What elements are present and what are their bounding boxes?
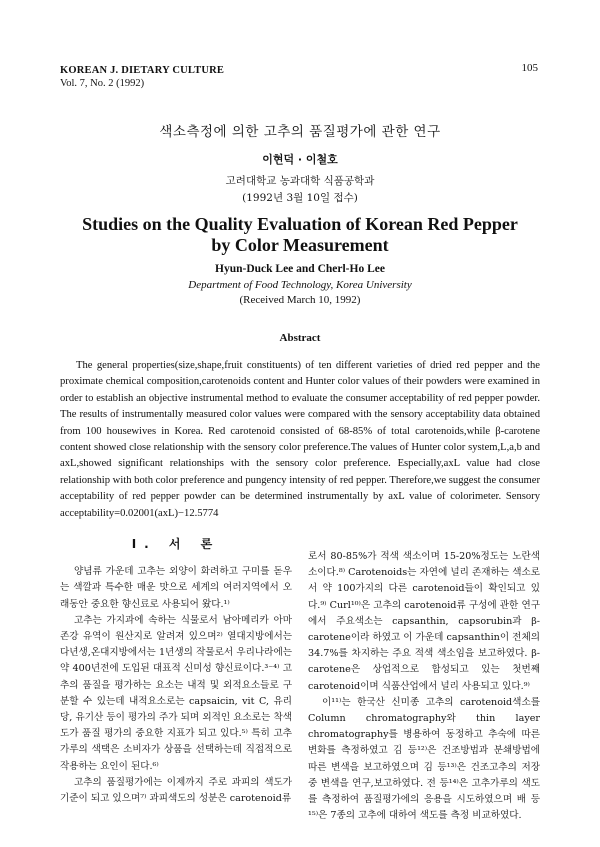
korean-affiliation: 고려대학교 농과대학 식품공학과 <box>225 175 375 187</box>
english-title-line2: by Color Measurement <box>211 235 389 255</box>
journal-name: KOREAN J. DIETARY CULTURE <box>60 65 225 76</box>
body-paragraph: 고추의 품질평가에는 이제까지 주로 과피의 색도가 기준이 되고 있으며⁷⁾ 과피색도의 성분은 carotenoid류 <box>60 776 292 805</box>
body-paragraph: 로서 80-85%가 적색 색소이며 15-20%정도는 노란색소이다.⁸⁾ Carotenoids는 자연에 널리 존재하는 색소로서 약 100가지의 다른 carotenoid들이 확인되고 있다.⁹⁾ Curl¹⁰⁾은 고추의 carotenoid류 구성에 관한 연구에서 주요색소는 capsanthin, capsorubin과 β-carotene이라 하였고 이 가운데 capsanthin이 전체의 34.7%를 차지하는 주요 적색 색소임을 보고하였다. β-carotene은 상업적으로 합성되고 있는 첫번째 carotenoid이며 식품산업에서 널리 사용되고 있다.⁹⁾ <box>308 551 540 692</box>
english-title-line1: Studies on the Quality Evaluation of Korean Red Pepper <box>82 214 518 234</box>
english-affiliation: Department of Food Technology, Korea University <box>188 279 412 291</box>
body-paragraph: 양념류 가운데 고추는 외양이 화려하고 구미를 돋우는 색깔과 특수한 매운 맛으로 세계의 여러지역에서 오래동안 중요한 향신료로 사용되어 왔다.¹⁾ <box>60 566 292 610</box>
english-authors: Hyun-Duck Lee and Cherl-Ho Lee <box>215 263 385 275</box>
english-received-date: (Received March 10, 1992) <box>239 294 361 306</box>
abstract-body <box>60 358 540 522</box>
korean-authors: 이현덕 · 이철호 <box>262 153 338 166</box>
korean-received-date: (1992년 3월 10일 접수) <box>242 192 358 204</box>
body-paragraph: 이¹¹⁾는 한국산 신미종 고추의 carotenoid색소를 Column chromatography와 thin layer chromatography를 병용하여 동정하고 추숙에 따른 변화를 측정하였고 김 등¹²⁾은 건조방법과 분쇄방법에 따른 변색을 보고하였으며 김 등¹³⁾은 건조고추의 저장중 변색을 연구,보고하였다. 전 등¹⁴⁾은 고추가루의 색도를 측정하여 품질평가에의 응용을 시도하였으며 배 등¹⁵⁾은 7종의 고추에 대하여 색도를 측정 비교하였다. <box>308 696 540 822</box>
journal-header <box>60 64 224 90</box>
abstract-heading: Abstract <box>279 332 321 344</box>
journal-volume: Vol. 7, No. 2 (1992) <box>60 78 145 89</box>
abstract-text: The general properties(size,shape,fruit constituents) of ten different varieties of dried red pepper and the proximate chemical composition,carotenoids content and Hunter color values of their powders were examined in order to establish an objective instrumental method to evaluate the consumer acceptability of red pepper powder. The results of instrumentally measured color values were compared with the sensory acceptability data obtained from 100 housewives in Korea. Red carotenoid consisted of 68-85% of total carotenoids,while β-carotene content showed close relationship with the sensory color preference.The values of Hunter color system,L,a,b and axL,showed significant relationships with the sensory color preference. Especially,axL value had close relationship with both color preference and pungency intensity of red pepper. Therefore,we suggest the consumer acceptability of red pepper powder can be determined instrumentally by axL value of colorimeter. Sensory acceptability=0.02001(axL)−12.5774 <box>60 360 540 519</box>
english-title <box>0 214 600 256</box>
body-paragraph: 고추는 가지과에 속하는 식물로서 남아메리카 아마존강 유역이 원산지로 알려져 있으며²⁾ 열대지방에서는 다년생,온대지방에서는 1년생의 작물로서 우리나라에는 약 400년전에 도입된 대표적 신미성 향신료이다.³⁻⁴⁾ 고추의 품질을 평가하는 요소는 내적 및 외적요소들로 구분할 수 있는데 내적요소로는 capsaicin, vit C, 유리당, 유기산 등이 평가의 주가 되며 외적인 요소로는 착색도가 품질 평가의 중요한 지표가 되고 있다.⁵⁾ 특히 고추가루의 색택은 소비자가 상품을 선택하는데 직접적으로 작용하는 요인이 된다.⁶⁾ <box>60 614 292 772</box>
body-left-column <box>60 530 292 807</box>
korean-title: 색소측정에 의한 고추의 품질평가에 관한 연구 <box>159 124 441 140</box>
page-number: 105 <box>521 62 538 74</box>
body-right-column <box>308 549 540 824</box>
section-heading-introduction: I. 서 론 <box>131 537 221 551</box>
